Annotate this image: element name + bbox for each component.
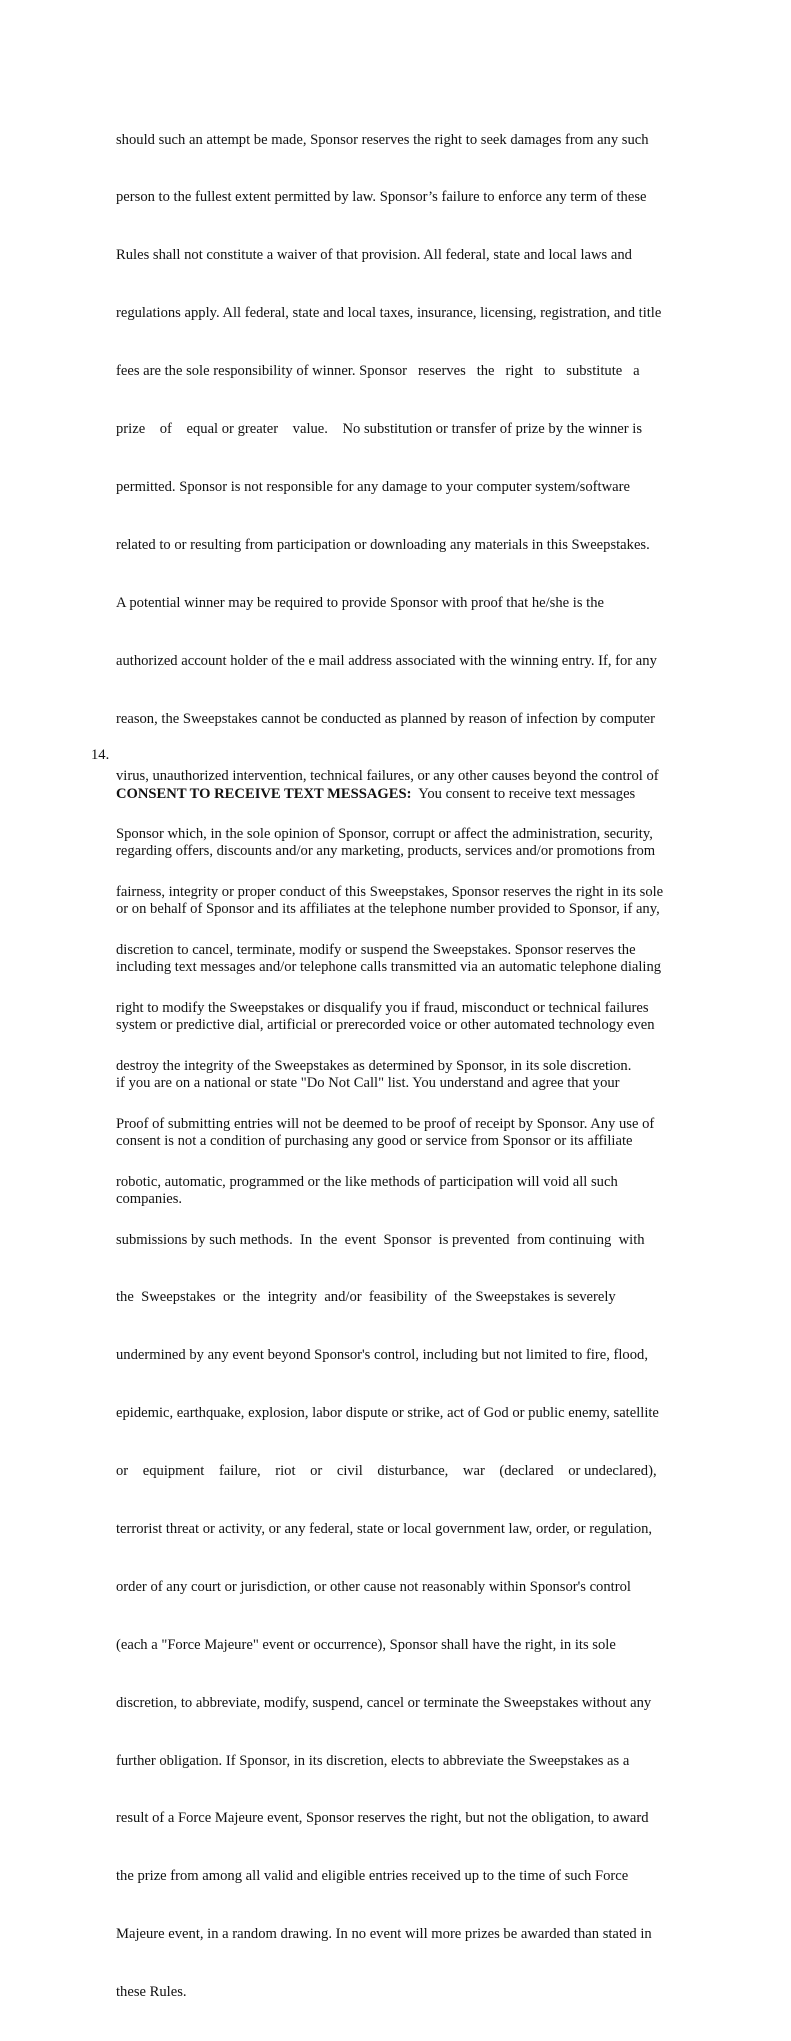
text-line: discretion, to abbreviate, modify, suspend, cancel or terminate the Sweepstakes without any: [116, 1694, 652, 1711]
text-line: terrorist threat or activity, or any federal, state or local government law, order, or regulation,: [116, 1520, 653, 1537]
text-line: consent is not a condition of purchasing any good or service from Sponsor or its affiliate: [116, 1132, 633, 1149]
text-line: destroy the integrity of the Sweepstakes as determined by Sponsor, in its sole discretion.: [116, 1057, 632, 1074]
section-first-line: [116, 785, 706, 804]
text-line: system or predictive dial, artificial or prerecorded voice or other automated technology even: [116, 1017, 655, 1034]
text-line: Majeure event, in a random drawing. In no event will more prizes be awarded than stated in: [116, 1926, 652, 1943]
text-line: (each a "Force Majeure" event or occurrence), Sponsor shall have the right, in its sole: [116, 1636, 616, 1653]
text-line: regarding offers, discounts and/or any marketing, products, services and/or promotions from: [116, 843, 656, 860]
text-line: or equipment failure, riot or civil disturbance, war (declared or undeclared),: [116, 1463, 657, 1480]
text-line: Proof of submitting entries will not be deemed to be proof of receipt by Sponsor. Any use of: [116, 1115, 655, 1132]
text-line: Sponsor which, in the sole opinion of Sponsor, corrupt or affect the administration, security,: [116, 826, 653, 843]
text-line: result of a Force Majeure event, Sponsor reserves the right, but not the obligation, to award: [116, 1810, 649, 1827]
text-line: these Rules.: [116, 1984, 187, 2001]
text-line: Rules shall not constitute a waiver of that provision. All federal, state and local laws and: [116, 247, 632, 264]
text-line: undermined by any event beyond Sponsor's control, including but not limited to fire, flood,: [116, 1347, 648, 1364]
text-line: prize of equal or greater value. No substitution or transfer of prize by the winner is: [116, 421, 643, 438]
text-line: permitted. Sponsor is not responsible for any damage to your computer system/software: [116, 478, 630, 495]
section-heading: CONSENT TO RECEIVE TEXT MESSAGES:: [116, 785, 412, 802]
text-line: including text messages and/or telephone calls transmitted via an automatic telephone dialing: [116, 959, 662, 976]
text-line: related to or resulting from participation or downloading any materials in this Sweepstakes.: [116, 536, 650, 553]
text-line: companies.: [116, 1190, 183, 1207]
text-line: should such an attempt be made, Sponsor reserves the right to seek damages from any such: [116, 131, 649, 148]
text-line: epidemic, earthquake, explosion, labor dispute or strike, act of God or public enemy, satellite: [116, 1405, 659, 1422]
text-line: fees are the sole responsibility of winner. Sponsor reserves the right to substitute a: [116, 363, 640, 380]
text-line: order of any court or jurisdiction, or other cause not reasonably within Sponsor's control: [116, 1578, 631, 1595]
text-line: or on behalf of Sponsor and its affiliates at the telephone number provided to Sponsor, if any,: [116, 901, 660, 918]
text-line: discretion to cancel, terminate, modify or suspend the Sweepstakes. Sponsor reserves the: [116, 942, 636, 959]
text-line: the prize from among all valid and eligible entries received up to the time of such Force: [116, 1868, 629, 1885]
text-line: reason, the Sweepstakes cannot be conducted as planned by reason of infection by computer: [116, 710, 655, 727]
text-line: submissions by such methods. In the event Sponsor is prevented from continuing with: [116, 1231, 645, 1248]
section-first-line-text: You consent to receive text messages: [411, 785, 636, 802]
text-line: robotic, automatic, programmed or the like methods of participation will void all such: [116, 1173, 618, 1190]
text-line: if you are on a national or state "Do Not Call" list. You understand and agree that your: [116, 1075, 620, 1092]
text-line: person to the fullest extent permitted by law. Sponsor’s failure to enforce any term of these: [116, 189, 647, 206]
text-line: fairness, integrity or proper conduct of this Sweepstakes, Sponsor reserves the right in its sole: [116, 884, 664, 901]
text-line: further obligation. If Sponsor, in its discretion, elects to abbreviate the Sweepstakes as a: [116, 1752, 630, 1769]
text-line: authorized account holder of the e mail address associated with the winning entry. If, for any: [116, 652, 657, 669]
text-line: virus, unauthorized intervention, technical failures, or any other causes beyond the control of: [116, 768, 659, 785]
section-14-paragraph: [116, 746, 706, 1248]
text-line: right to modify the Sweepstakes or disqualify you if fraud, misconduct or technical failures: [116, 999, 649, 1016]
text-line: A potential winner may be required to provide Sponsor with proof that he/she is the: [116, 594, 604, 611]
text-line: the Sweepstakes or the integrity and/or feasibility of the Sweepstakes is severely: [116, 1289, 616, 1306]
text-line: regulations apply. All federal, state and local taxes, insurance, licensing, registration, and title: [116, 305, 662, 322]
section-number: 14.: [91, 747, 110, 763]
